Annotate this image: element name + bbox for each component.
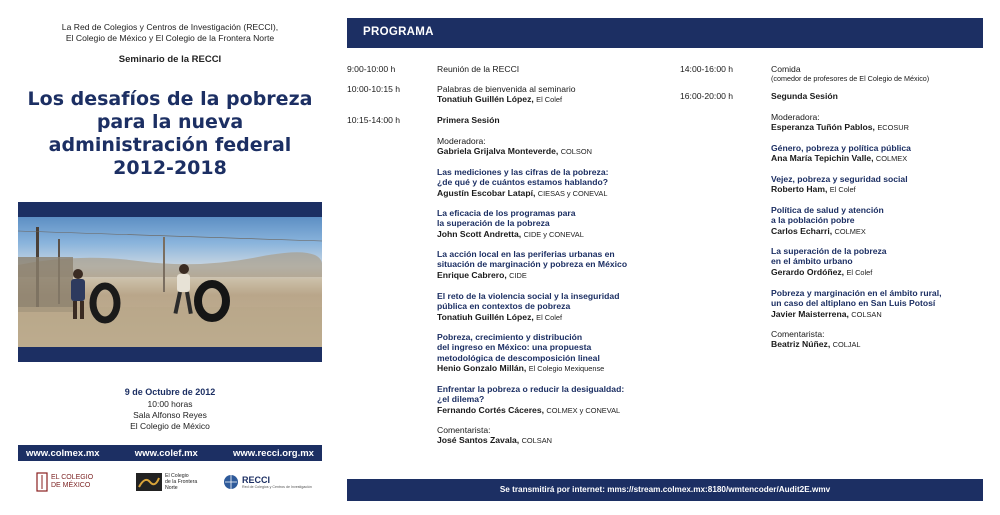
talk-2-4 [771, 246, 981, 278]
time-slot-2: 10:00-10:15 h [347, 84, 401, 94]
websites-bar [18, 445, 322, 461]
talk-title-line: Pobreza, crecimiento y distribución [437, 332, 583, 342]
speaker-name: Fernando Cortés Cáceres, [437, 404, 544, 415]
event-title-line-4: 2012-2018 [113, 157, 227, 179]
event-title-line-2: para la nueva [96, 111, 244, 133]
event-time: 10:00 horas [147, 399, 193, 409]
activity-1 [437, 64, 677, 74]
talk-title-line: Enfrentar la pobreza o reducir la desigualdad: [437, 384, 625, 394]
speaker-name: Javier Maisterrena, [771, 308, 849, 319]
talk-title-line: La eficacia de los programas para [437, 208, 576, 218]
program-heading: PROGRAMA [363, 26, 434, 38]
talk-title-line: Vejez, pobreza y seguridad social [771, 174, 908, 184]
url-recci[interactable]: www.recci.org.mx [233, 447, 314, 459]
speaker-affiliation: CIDE [509, 270, 527, 280]
moderator-label: Moderadora: [771, 112, 820, 122]
commentator-label: Comentarista: [437, 425, 491, 435]
colmex-logo [36, 470, 93, 494]
talk-title-line: Las mediciones y las cifras de la pobreza: [437, 167, 609, 177]
activity-1-label: Reunión de la RECCI [437, 64, 520, 74]
talk-title-line: pública en contextos de pobreza [437, 301, 571, 312]
colef-logo [136, 470, 197, 494]
moderator-affiliation: ECOSUR [877, 123, 909, 133]
talk-1-2 [437, 208, 677, 240]
talk-title-line: en el ámbito urbano [771, 256, 853, 267]
speaker-affiliation: El Colef [829, 185, 856, 195]
speaker-affiliation: COLSAN [851, 309, 882, 319]
commentator-affiliation: COLSAN [521, 436, 552, 446]
organizers-line-1: La Red de Colegios y Centros de Investigación (RECCI), [61, 22, 279, 32]
welcome-speaker-affiliation: El Colef [536, 95, 563, 105]
time-slot-3: 10:15-14:00 h [347, 115, 401, 125]
first-session-title [437, 115, 677, 125]
speaker-affiliation: COLMEX y CONEVAL [546, 405, 621, 415]
talk-title-line: situación de marginación y pobreza en México [437, 259, 628, 270]
talk-1-3 [437, 249, 677, 281]
time-slot-4: 14:00-16:00 h [680, 64, 734, 74]
first-session-moderator [437, 136, 677, 158]
speaker-name: Carlos Echarri, [771, 225, 833, 236]
talk-title-line: La acción local en las periferias urbanas en [437, 249, 615, 259]
speaker-affiliation: El Colef [846, 267, 873, 277]
speaker-name: Roberto Ham, [771, 184, 828, 195]
stream-url[interactable]: Se transmitirá por internet: mms://stream.colmex.mx:8180/wmtencoder/Audit2E.wmv [499, 485, 831, 494]
recci-logo-subtitle: Red de Colegios y Centros de Investigación [242, 485, 312, 489]
lunch-label: Comida [771, 64, 801, 74]
second-session-commentator [771, 329, 981, 351]
talk-title-line: El reto de la violencia social y la inseguridad [437, 291, 620, 301]
talk-title-line: Pobreza y marginación en el ámbito rural, [771, 288, 942, 298]
time-slot-1: 9:00-10:00 h [347, 64, 396, 74]
time-slot-5: 16:00-20:00 h [680, 91, 734, 101]
moderator-name: Gabriela Grijalva Monteverde, [437, 146, 559, 157]
event-title-line-1: Los desafíos de la pobreza [27, 88, 313, 110]
talk-title-line: metodológica de descomposición lineal [437, 352, 600, 363]
talk-title-line: a la población pobre [771, 215, 855, 226]
stream-footer-bar [347, 479, 983, 501]
url-colmex[interactable]: www.colmex.mx [26, 447, 100, 459]
commentator-name: Beatriz Núñez, [771, 339, 831, 350]
event-date: 9 de Octubre de 2012 [124, 387, 216, 397]
colmex-logo-line-2: DE MÉXICO [51, 482, 91, 489]
program-header-bar [347, 18, 983, 48]
second-session-title [771, 91, 981, 101]
talk-2-3 [771, 205, 981, 237]
speaker-affiliation: COLMEX [875, 154, 908, 164]
talk-1-6 [437, 384, 677, 416]
activity-2-label: Palabras de bienvenida al seminario [437, 84, 576, 94]
recci-logo-name: RECCI [242, 475, 271, 485]
speaker-name: Gerardo Ordóñez, [771, 266, 845, 277]
moderator-affiliation: COLSON [560, 147, 592, 157]
speaker-name: Agustín Escobar Latapí, [437, 187, 536, 198]
partner-logos [18, 470, 322, 494]
seminar-label: Seminario de la RECCI [118, 54, 222, 65]
speaker-affiliation: CIDE y CONEVAL [523, 229, 584, 239]
speaker-affiliation: El Colef [536, 312, 563, 322]
photo-band-bottom [18, 347, 322, 362]
children-playing-photo [18, 217, 322, 347]
commentator-name: José Santos Zavala, [437, 435, 520, 446]
talk-title-line: un caso del altiplano en San Luis Potosí [771, 298, 936, 309]
event-title [20, 88, 320, 180]
talk-2-1 [771, 143, 981, 165]
speaker-name: Ana María Tepichin Valle, [771, 153, 874, 164]
url-colef[interactable]: www.colef.mx [134, 447, 198, 459]
second-session-moderator [771, 112, 981, 134]
moderator-name: Esperanza Tuñón Pablos, [771, 122, 875, 133]
talk-title-line: La superación de la pobreza [771, 246, 887, 256]
talk-1-1 [437, 167, 677, 199]
recci-logo [223, 470, 312, 494]
talk-title-line: la superación de la pobreza [437, 218, 550, 229]
talk-title-line: Género, pobreza y política pública [771, 143, 911, 153]
colef-logo-line-1: El Colegio [165, 473, 189, 479]
first-session-label: Primera Sesión [437, 115, 500, 125]
colef-logo-line-2: de la Frontera [165, 479, 198, 485]
colef-logo-line-3: Norte [165, 485, 178, 491]
activity-2 [437, 84, 677, 106]
talk-2-5 [771, 288, 986, 320]
welcome-speaker: Tonatiuh Guillén López, [437, 94, 534, 105]
left-panel [0, 0, 340, 515]
photo-illustration [18, 217, 322, 347]
colmex-emblem-icon [36, 472, 48, 492]
talk-1-4 [437, 291, 677, 323]
event-room: Sala Alfonso Reyes [133, 410, 207, 420]
first-session-commentator [437, 425, 677, 447]
commentator-affiliation: COLJAL [832, 340, 861, 350]
event-place: El Colegio de México [130, 421, 210, 431]
moderator-label: Moderadora: [437, 136, 486, 146]
speaker-name: Enrique Cabrero, [437, 269, 507, 280]
speaker-affiliation: CIESAS y CONEVAL [537, 188, 608, 198]
speaker-affiliation: COLMEX [834, 226, 866, 236]
speaker-affiliation: El Colegio Mexiquense [528, 364, 605, 374]
talk-title-line: ¿el dilema? [437, 394, 485, 405]
photo-band-top [18, 202, 322, 217]
cover-photo [18, 202, 322, 362]
commentator-label: Comentarista: [771, 329, 825, 339]
talk-title-line: Política de salud y atención [771, 205, 884, 215]
colef-emblem-icon [136, 473, 162, 491]
organizers-line-2: El Colegio de México y El Colegio de la Frontera Norte [65, 33, 275, 43]
recci-globe-icon [223, 474, 239, 490]
talk-title-line: ¿de qué y de cuántos estamos hablando? [437, 177, 608, 188]
event-title-line-3: administración federal [48, 134, 292, 156]
talk-1-5 [437, 332, 677, 375]
talk-title-line: del ingreso en México: una propuesta [437, 342, 592, 353]
speaker-name: Henio Gonzalo Millán, [437, 363, 527, 374]
colmex-logo-line-1: EL COLEGIO [51, 474, 94, 481]
speaker-name: Tonatiuh Guillén López, [437, 311, 534, 322]
activity-lunch [771, 64, 981, 85]
talk-2-2 [771, 174, 981, 196]
lunch-location: (comedor de profesores de El Colegio de México) [771, 74, 930, 84]
second-session-label: Segunda Sesión [771, 91, 838, 101]
speaker-name: John Scott Andretta, [437, 228, 522, 239]
